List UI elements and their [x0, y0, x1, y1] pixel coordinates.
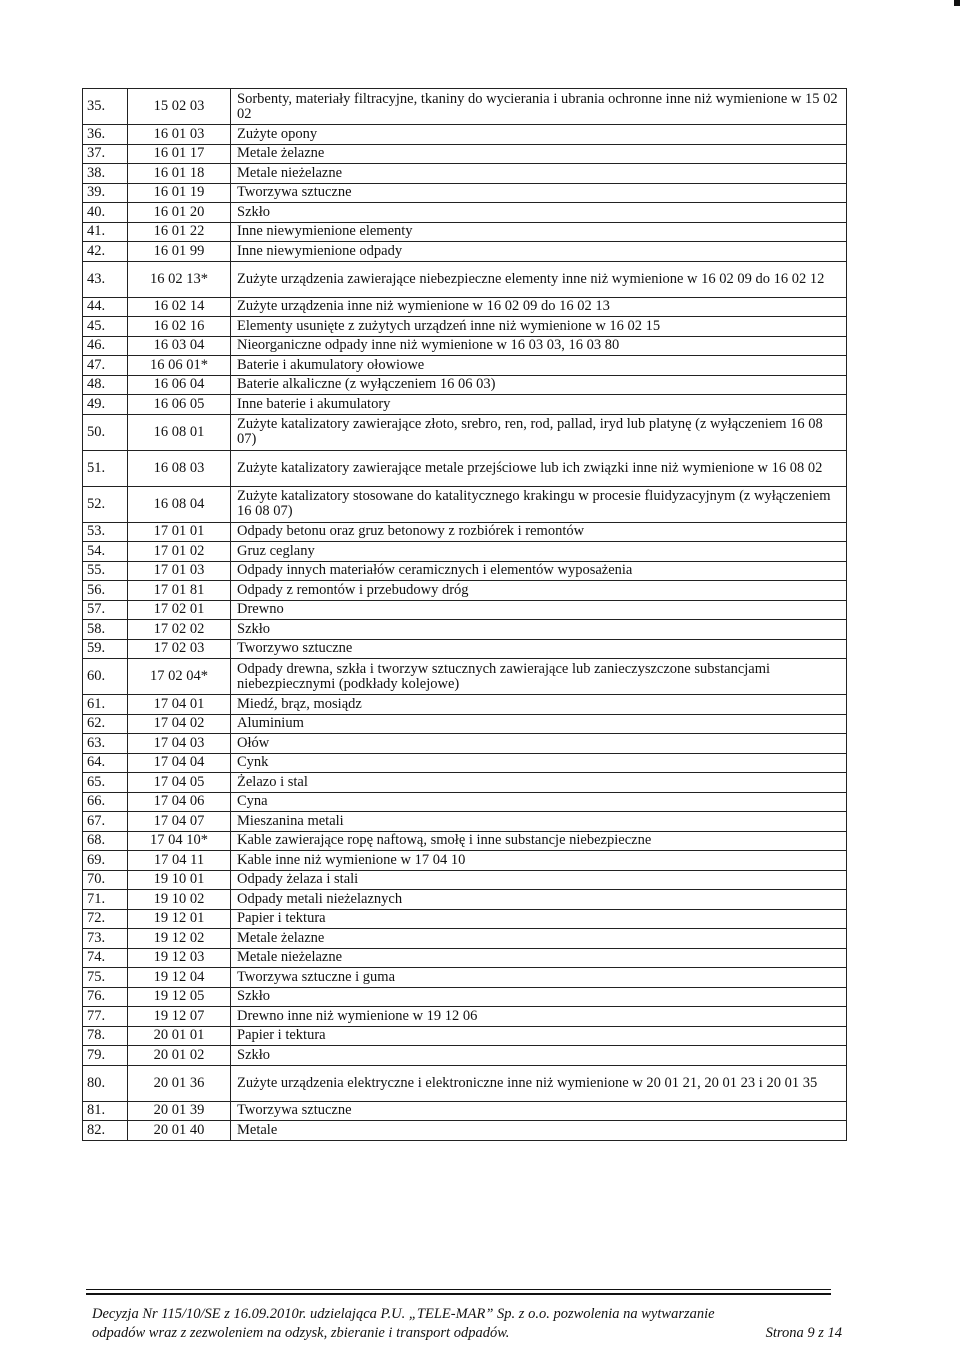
- waste-code: 17 01 03: [128, 561, 231, 581]
- row-number: 53.: [83, 522, 128, 542]
- waste-description: Papier i tektura: [231, 909, 847, 929]
- table-row: [83, 620, 847, 640]
- table-row: [83, 639, 847, 659]
- row-number: 49.: [83, 395, 128, 415]
- row-number: 44.: [83, 297, 128, 317]
- table-row: [83, 600, 847, 620]
- footer-rule-thick: [86, 1293, 831, 1295]
- waste-description: Zużyte urządzenia zawierające niebezpieczne elementy inne niż wymienione w 16 02 09 do 16 02 12: [231, 261, 847, 297]
- table-row: [83, 851, 847, 871]
- waste-description: Odpady drewna, szkła i tworzyw sztucznych zawierające lub zanieczyszczone substancjami niebezpiecznymi (podkłady kolejowe): [231, 659, 847, 695]
- waste-code: 17 04 10*: [128, 831, 231, 851]
- waste-description: Baterie alkaliczne (z wyłączeniem 16 06 03): [231, 375, 847, 395]
- waste-description: Metale żelazne: [231, 144, 847, 164]
- table-row: [83, 203, 847, 223]
- row-number: 78.: [83, 1026, 128, 1046]
- waste-code: 15 02 03: [128, 89, 231, 125]
- row-number: 57.: [83, 600, 128, 620]
- table-row: [83, 1101, 847, 1121]
- row-number: 50.: [83, 414, 128, 450]
- waste-description: Szkło: [231, 620, 847, 640]
- footer-rule-thin: [86, 1289, 831, 1290]
- row-number: 65.: [83, 773, 128, 793]
- waste-code: 16 06 04: [128, 375, 231, 395]
- page-footer: [92, 1305, 842, 1343]
- row-number: 62.: [83, 714, 128, 734]
- waste-code: 16 01 99: [128, 242, 231, 262]
- table-row: [83, 395, 847, 415]
- row-number: 64.: [83, 753, 128, 773]
- table-row: [83, 581, 847, 601]
- waste-description: Odpady metali nieżelaznych: [231, 890, 847, 910]
- table-row: [83, 870, 847, 890]
- table-row: [83, 242, 847, 262]
- row-number: 68.: [83, 831, 128, 851]
- row-number: 40.: [83, 203, 128, 223]
- table-row: [83, 987, 847, 1007]
- row-number: 77.: [83, 1007, 128, 1027]
- waste-description: Zużyte urządzenia inne niż wymienione w 16 02 09 do 16 02 13: [231, 297, 847, 317]
- row-number: 43.: [83, 261, 128, 297]
- waste-description: Odpady żelaza i stali: [231, 870, 847, 890]
- waste-code: 20 01 40: [128, 1121, 231, 1141]
- waste-code: 17 02 02: [128, 620, 231, 640]
- row-number: 72.: [83, 909, 128, 929]
- table-row: [83, 164, 847, 184]
- waste-code: 16 08 04: [128, 486, 231, 522]
- waste-description: Szkło: [231, 203, 847, 223]
- waste-description: Inne baterie i akumulatory: [231, 395, 847, 415]
- table-row: [83, 1026, 847, 1046]
- row-number: 42.: [83, 242, 128, 262]
- row-number: 60.: [83, 659, 128, 695]
- table-row: [83, 753, 847, 773]
- waste-description: Zużyte katalizatory zawierające metale przejściowe lub ich związki inne niż wymienione w 16 08 02: [231, 450, 847, 486]
- table-row: [83, 317, 847, 337]
- table-row: [83, 968, 847, 988]
- waste-code: 17 01 01: [128, 522, 231, 542]
- waste-code: 16 01 19: [128, 183, 231, 203]
- table-row: [83, 356, 847, 376]
- waste-description: Mieszanina metali: [231, 812, 847, 832]
- row-number: 55.: [83, 561, 128, 581]
- waste-code: 16 03 04: [128, 336, 231, 356]
- waste-code: 16 01 20: [128, 203, 231, 223]
- waste-code: 19 12 07: [128, 1007, 231, 1027]
- waste-code: 17 04 05: [128, 773, 231, 793]
- waste-code: 19 10 02: [128, 890, 231, 910]
- table-row: [83, 1065, 847, 1101]
- table-row: [83, 909, 847, 929]
- waste-code: 17 04 01: [128, 695, 231, 715]
- waste-code: 16 01 22: [128, 222, 231, 242]
- table-row: [83, 414, 847, 450]
- table-row: [83, 695, 847, 715]
- waste-code: 17 04 06: [128, 792, 231, 812]
- waste-code: 16 06 05: [128, 395, 231, 415]
- table-row: [83, 792, 847, 812]
- table-row: [83, 486, 847, 522]
- row-number: 48.: [83, 375, 128, 395]
- page-number: Strona 9 z 14: [765, 1325, 842, 1341]
- waste-code: 17 04 03: [128, 734, 231, 754]
- row-number: 37.: [83, 144, 128, 164]
- waste-code: 17 04 02: [128, 714, 231, 734]
- waste-description: Baterie i akumulatory ołowiowe: [231, 356, 847, 376]
- waste-description: Zużyte katalizatory zawierające złoto, srebro, ren, rod, pallad, iryd lub platynę (z wyłączeniem 16 08 07): [231, 414, 847, 450]
- waste-code: 19 12 05: [128, 987, 231, 1007]
- waste-description: Aluminium: [231, 714, 847, 734]
- table-row: [83, 542, 847, 562]
- waste-code: 17 02 03: [128, 639, 231, 659]
- table-row: [83, 714, 847, 734]
- row-number: 35.: [83, 89, 128, 125]
- table-row: [83, 561, 847, 581]
- waste-code: 19 12 04: [128, 968, 231, 988]
- waste-code: 16 02 16: [128, 317, 231, 337]
- table-row: [83, 773, 847, 793]
- table-row: [83, 812, 847, 832]
- waste-description: Kable zawierające ropę naftową, smołę i inne substancje niebezpieczne: [231, 831, 847, 851]
- row-number: 81.: [83, 1101, 128, 1121]
- table-row: [83, 144, 847, 164]
- waste-description: Zużyte katalizatory stosowane do katalitycznego krakingu w procesie fluidyzacyjnym (z wyłączeniem 16 08 07): [231, 486, 847, 522]
- waste-code: 17 04 07: [128, 812, 231, 832]
- waste-code: 19 12 02: [128, 929, 231, 949]
- waste-code: 16 01 18: [128, 164, 231, 184]
- waste-description: Kable inne niż wymienione w 17 04 10: [231, 851, 847, 871]
- table-row: [83, 450, 847, 486]
- row-number: 67.: [83, 812, 128, 832]
- waste-code: 20 01 02: [128, 1046, 231, 1066]
- waste-code: 16 02 14: [128, 297, 231, 317]
- waste-code: 16 01 03: [128, 125, 231, 145]
- waste-description: Tworzywa sztuczne i guma: [231, 968, 847, 988]
- row-number: 45.: [83, 317, 128, 337]
- waste-description: Nieorganiczne odpady inne niż wymienione w 16 03 03, 16 03 80: [231, 336, 847, 356]
- table-row: [83, 522, 847, 542]
- row-number: 71.: [83, 890, 128, 910]
- waste-code: 19 12 01: [128, 909, 231, 929]
- table-row: [83, 1121, 847, 1141]
- row-number: 63.: [83, 734, 128, 754]
- table-row: [83, 336, 847, 356]
- waste-description: Odpady z remontów i przebudowy dróg: [231, 581, 847, 601]
- waste-code: 17 01 81: [128, 581, 231, 601]
- row-number: 36.: [83, 125, 128, 145]
- row-number: 66.: [83, 792, 128, 812]
- waste-code: 17 02 01: [128, 600, 231, 620]
- waste-description: Miedź, brąz, mosiądz: [231, 695, 847, 715]
- waste-code: 16 01 17: [128, 144, 231, 164]
- waste-code: 17 01 02: [128, 542, 231, 562]
- waste-description: Sorbenty, materiały filtracyjne, tkaniny do wycierania i ubrania ochronne inne niż wymienione w 15 02 02: [231, 89, 847, 125]
- table-row: [83, 183, 847, 203]
- row-number: 56.: [83, 581, 128, 601]
- footer-line-1: Decyzja Nr 115/10/SE z 16.09.2010r. udzielająca P.U. „TELE-MAR” Sp. z o.o. pozwolenia na wytwarzanie: [92, 1306, 715, 1322]
- waste-description: Szkło: [231, 1046, 847, 1066]
- waste-description: Odpady innych materiałów ceramicznych i elementów wyposażenia: [231, 561, 847, 581]
- waste-description: Gruz ceglany: [231, 542, 847, 562]
- row-number: 47.: [83, 356, 128, 376]
- waste-description: Metale nieżelazne: [231, 164, 847, 184]
- waste-description: Metale żelazne: [231, 929, 847, 949]
- row-number: 74.: [83, 948, 128, 968]
- table-row: [83, 734, 847, 754]
- table-row: [83, 948, 847, 968]
- waste-description: Drewno inne niż wymienione w 19 12 06: [231, 1007, 847, 1027]
- waste-description: Elementy usunięte z zużytych urządzeń inne niż wymienione w 16 02 15: [231, 317, 847, 337]
- table-row: [83, 890, 847, 910]
- table-row: [83, 1007, 847, 1027]
- waste-description: Tworzywo sztuczne: [231, 639, 847, 659]
- row-number: 39.: [83, 183, 128, 203]
- waste-description: Inne niewymienione odpady: [231, 242, 847, 262]
- waste-code: 16 08 03: [128, 450, 231, 486]
- waste-code: 17 04 04: [128, 753, 231, 773]
- waste-description: Tworzywa sztuczne: [231, 183, 847, 203]
- waste-description: Zużyte opony: [231, 125, 847, 145]
- row-number: 69.: [83, 851, 128, 871]
- row-number: 76.: [83, 987, 128, 1007]
- row-number: 75.: [83, 968, 128, 988]
- table-row: [83, 375, 847, 395]
- row-number: 80.: [83, 1065, 128, 1101]
- row-number: 61.: [83, 695, 128, 715]
- row-number: 79.: [83, 1046, 128, 1066]
- table-body: [83, 89, 847, 1141]
- waste-code: 16 08 01: [128, 414, 231, 450]
- waste-description: Inne niewymienione elementy: [231, 222, 847, 242]
- row-number: 58.: [83, 620, 128, 640]
- waste-description: Zużyte urządzenia elektryczne i elektroniczne inne niż wymienione w 20 01 21, 20 01 23 i 20 01 35: [231, 1065, 847, 1101]
- row-number: 73.: [83, 929, 128, 949]
- row-number: 38.: [83, 164, 128, 184]
- waste-code: 20 01 36: [128, 1065, 231, 1101]
- row-number: 82.: [83, 1121, 128, 1141]
- waste-description: Szkło: [231, 987, 847, 1007]
- table-row: [83, 222, 847, 242]
- waste-description: Ołów: [231, 734, 847, 754]
- row-number: 52.: [83, 486, 128, 522]
- table-row: [83, 261, 847, 297]
- waste-code: 17 04 11: [128, 851, 231, 871]
- table-row: [83, 659, 847, 695]
- row-number: 70.: [83, 870, 128, 890]
- row-number: 59.: [83, 639, 128, 659]
- waste-description: Odpady betonu oraz gruz betonowy z rozbiórek i remontów: [231, 522, 847, 542]
- waste-description: Żelazo i stal: [231, 773, 847, 793]
- waste-code: 17 02 04*: [128, 659, 231, 695]
- waste-code: 19 10 01: [128, 870, 231, 890]
- waste-description: Cyna: [231, 792, 847, 812]
- table-row: [83, 1046, 847, 1066]
- table-row: [83, 297, 847, 317]
- waste-description: Metale nieżelazne: [231, 948, 847, 968]
- waste-code: 20 01 39: [128, 1101, 231, 1121]
- table-row: [83, 831, 847, 851]
- table-row: [83, 89, 847, 125]
- footer-line-2-container: [92, 1324, 842, 1343]
- row-number: 46.: [83, 336, 128, 356]
- row-number: 51.: [83, 450, 128, 486]
- waste-description: Metale: [231, 1121, 847, 1141]
- waste-description: Papier i tektura: [231, 1026, 847, 1046]
- waste-code: 16 06 01*: [128, 356, 231, 376]
- waste-description: Cynk: [231, 753, 847, 773]
- row-number: 41.: [83, 222, 128, 242]
- waste-description: Drewno: [231, 600, 847, 620]
- waste-code: 16 02 13*: [128, 261, 231, 297]
- waste-code: 20 01 01: [128, 1026, 231, 1046]
- row-number: 54.: [83, 542, 128, 562]
- waste-code: 19 12 03: [128, 948, 231, 968]
- footer-line-2: odpadów wraz z zezwoleniem na odzysk, zbieranie i transport odpadów.: [92, 1325, 510, 1341]
- waste-description: Tworzywa sztuczne: [231, 1101, 847, 1121]
- waste-codes-table: [82, 88, 847, 1141]
- corner-mark: [954, 0, 960, 6]
- table-row: [83, 929, 847, 949]
- table-row: [83, 125, 847, 145]
